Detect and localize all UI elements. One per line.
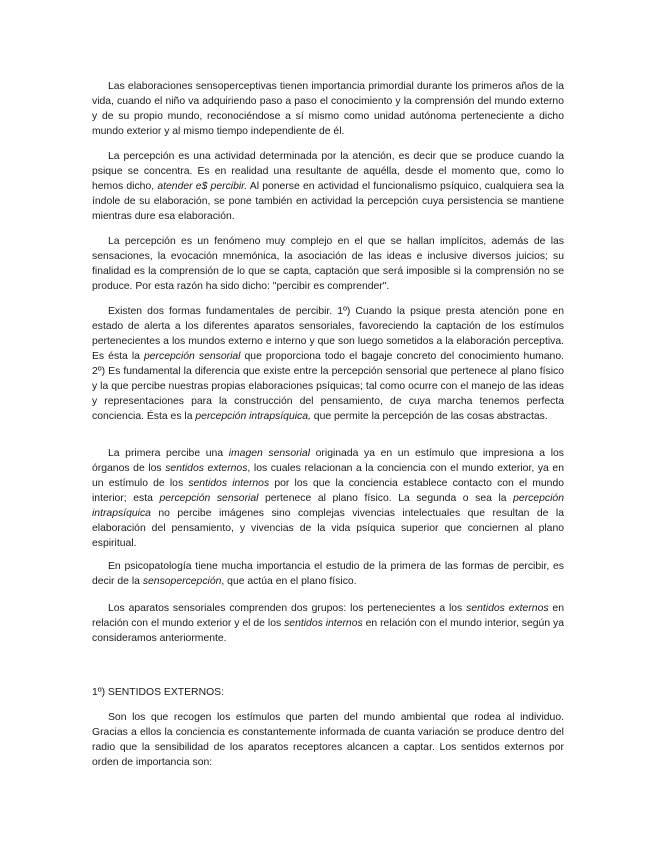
paragraph-text: La percepción es una actividad determinada por la atención, es decir que se produce cuando la psique se concentra. Es en realidad una resultante de aquélla, desde el momento que, como lo hemos dicho, (92, 151, 564, 192)
paragraph-1 (92, 79, 564, 139)
paragraph-text: Existen dos formas fundamentales de percibir. 1º) Cuando la psique presta atención pone en estado de alerta a los diferentes aparatos sensoriales, favoreciendo la captación de los estímulos pertenecientes a los mundos externo e interno y que son luego sometidos a la elaboración perceptiva. Es ésta la (92, 306, 564, 362)
paragraph-text: En psicopatología tiene mucha importancia el estudio de la primera de las formas de percibir, es decir de la (92, 561, 564, 587)
paragraph-5 (92, 446, 564, 551)
italic-text: percepción intrapsíquica (92, 493, 564, 519)
paragraph-final: Son los que recogen los estímulos que parten del mundo ambiental que rodea al individuo. Gracias a ellos la conciencia es constantemente informada de cuanta variación se produce dentro del radio que la sensibilidad de los aparatos receptores alcancen a captar. Los sentidos externos por orden de importancia son: (92, 712, 564, 768)
italic-text: imagen sensorial (228, 448, 311, 459)
paragraph-text: La primera percibe una (108, 448, 229, 459)
paragraph-text: que proporciona todo el bagaje concreto del conocimiento humano. 2º) Es fundamental la diferencia que existe entre la percepción sensorial que pertenece al plano físico y la que percibe nuestras propias elaboraciones psíquicas; tal como ocurre con el manejo de las ideas y representaciones para la construcción del pensamiento, de cuya marcha tenemos perfecta conciencia. Ésta es la (92, 351, 564, 422)
italic-text: sentidos internos (284, 618, 363, 629)
paragraph-text: por los que la conciencia establece contacto con el mundo interior; esta (92, 478, 565, 504)
italic-text: sentidos externos (165, 463, 248, 474)
paragraph-text: que permite la percepción de las cosas abstractas. (310, 411, 548, 422)
paragraph-text: en relación con el mundo interior, según ya consideramos anteriormente. (92, 618, 564, 644)
paragraph-text: , que actúa en el plano físico. (221, 576, 357, 587)
paragraph-3 (92, 234, 564, 294)
paragraph-2 (92, 149, 564, 224)
paragraph-text: en relación con el mundo exterior y el de los (92, 603, 564, 629)
italic-text: percepción intrapsíquica, (195, 411, 311, 422)
italic-text: atender e$ percibir. (157, 181, 248, 192)
italic-text: sentidos internos (188, 478, 270, 489)
paragraph-text: , los cuales relacionan a la conciencia con el mundo exterior, ya en un estímulo de los (92, 463, 564, 489)
paragraph-text: originada ya en un estímulo que impresiona a los órganos de los (92, 448, 564, 474)
paragraph-6 (92, 559, 564, 589)
italic-text: percepción sensorial (159, 493, 259, 504)
paragraph-text: La percepción es un fenómeno muy complejo en el que se hallan implícitos, además de las sensaciones, la evocación mnemónica, la asociación de las ideas e inclusive diversos juicios; su finalidad es la comprensión de lo que se capta, captación que será imposible si la comprensión no se produce. Por esta razón ha sido dicho: "percibir es comprender". (92, 236, 564, 292)
section-heading: 1º) SENTIDOS EXTERNOS: (92, 687, 224, 698)
paragraph-4 (92, 304, 564, 424)
paragraph-text: Las elaboraciones sensoperceptivas tienen importancia primordial durante los primeros años de la vida, cuando el niño va adquiriendo paso a paso el conocimiento y la comprensión del mundo externo y de su propio mundo, reconociéndose a sí mismo como unidad autónoma perteneciente a dicho mundo exterior y al mismo tiempo independiente de él. (92, 81, 564, 137)
paragraph-text: pertenece al plano físico. La segunda o sea la (258, 493, 514, 504)
italic-text: percepción sensorial (144, 351, 241, 362)
paragraph-text: Al ponerse en actividad el funcionalismo psíquico, cualquiera sea la índole de su elaboración, se pone también en actividad la percepción cuya persistencia se mantiene mientras dure esa elaboración. (92, 181, 564, 222)
italic-text: sensopercepción (142, 576, 222, 587)
paragraph-text: Los aparatos sensoriales comprenden dos grupos: los pertenecientes a los (108, 603, 467, 614)
paragraph-text: no percibe imágenes sino complejas vivencias intelectuales que resultan de la elaboración del pensamiento, y vivencias de la vida psíquica superior que conciernen al plano espiritual. (92, 508, 564, 549)
italic-text: sentidos externos (466, 603, 549, 614)
paragraph-7 (92, 601, 564, 646)
